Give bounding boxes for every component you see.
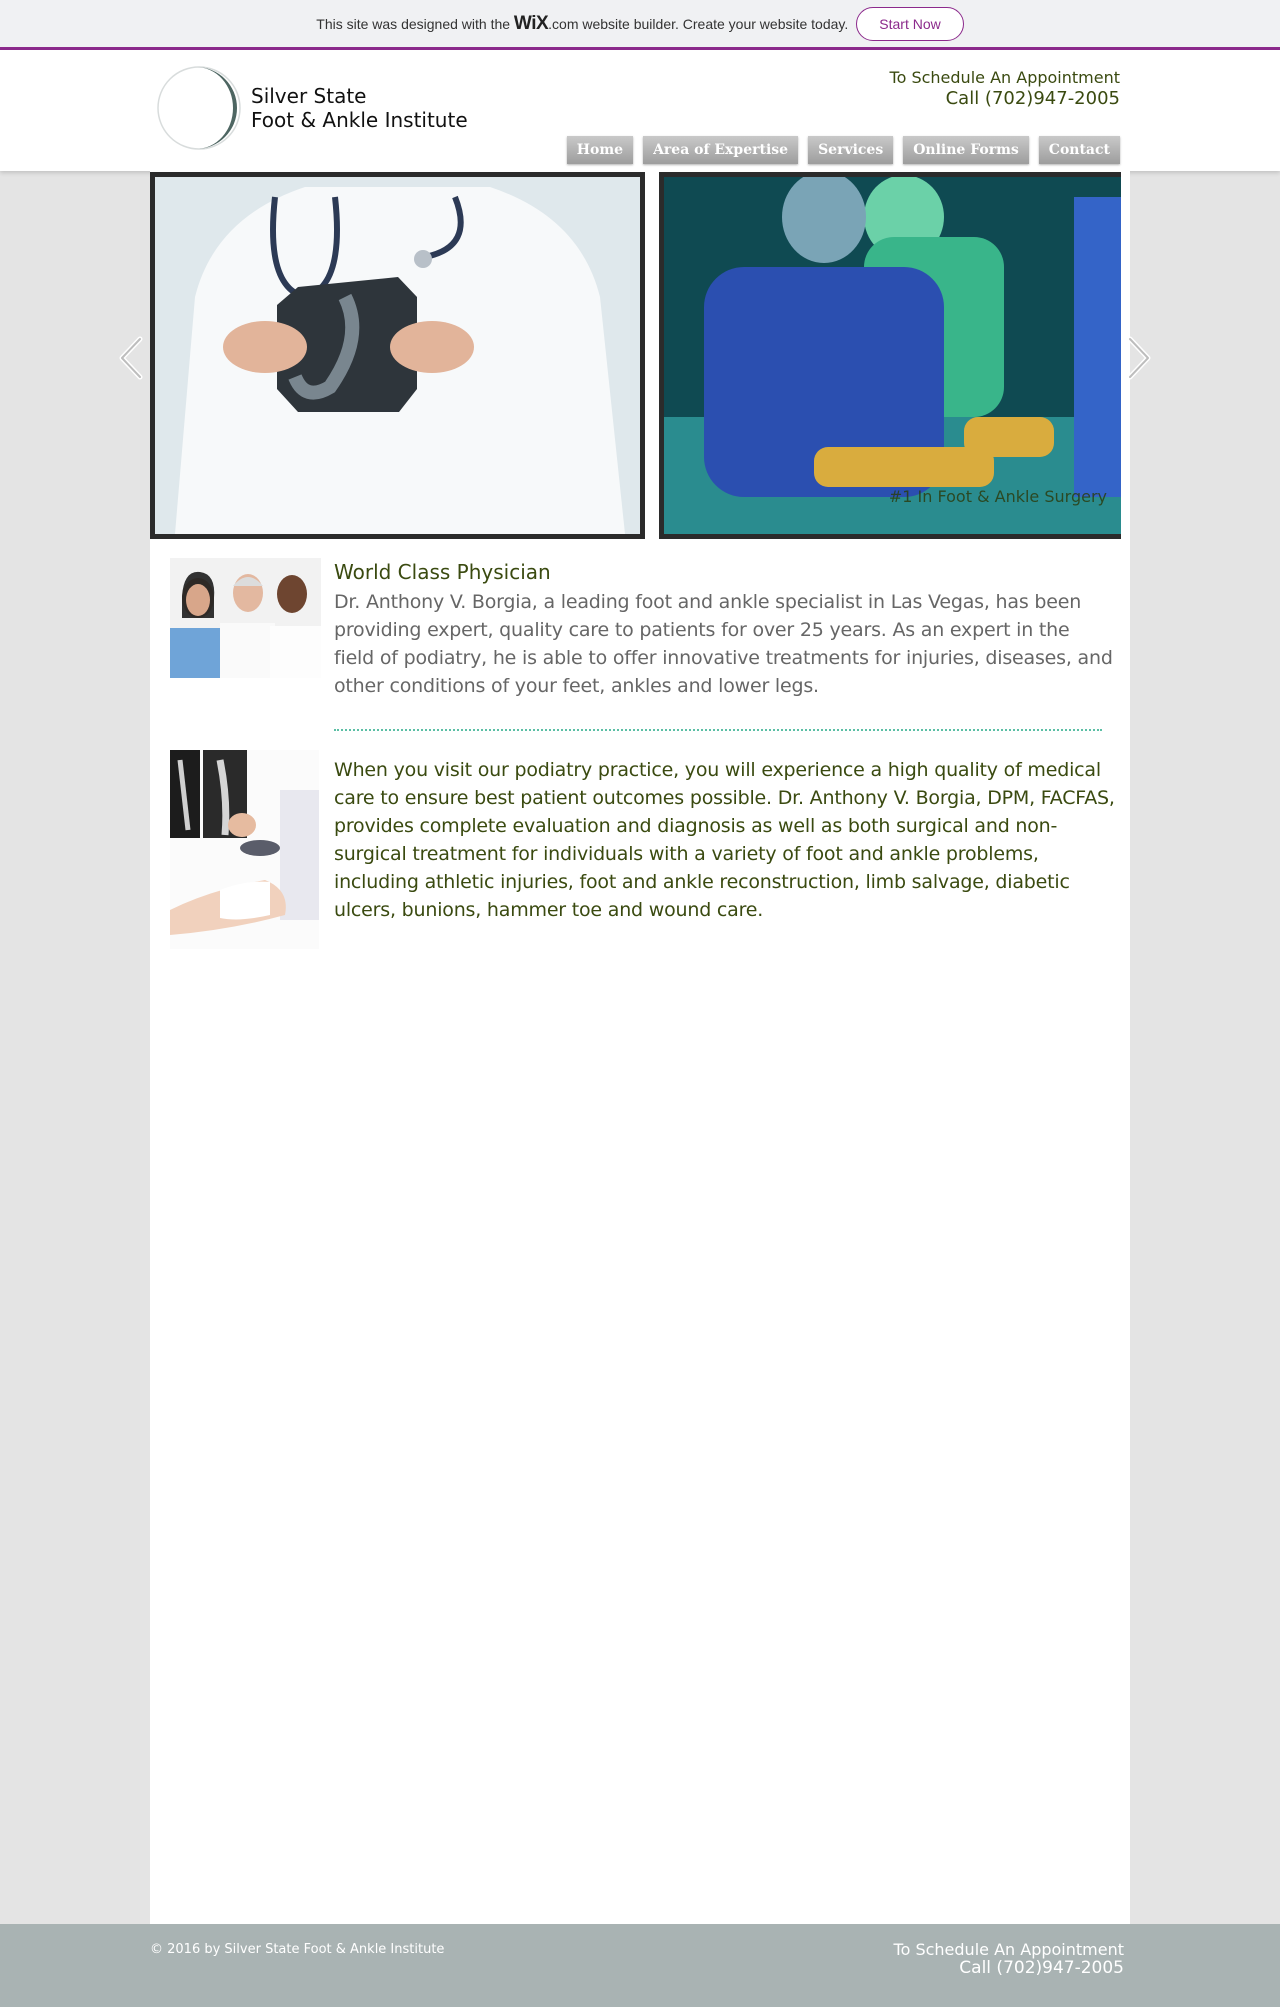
nav-item-contact[interactable]: Contact xyxy=(1039,136,1120,164)
chevron-right-icon[interactable] xyxy=(1124,335,1154,381)
nav-item-home[interactable]: Home xyxy=(567,136,633,164)
banner-text-after: website builder. Create your website today. xyxy=(582,15,849,32)
wix-logo[interactable]: WiX xyxy=(513,12,549,34)
nav-item-area-of-expertise[interactable]: Area of Expertise xyxy=(643,136,798,164)
xray-exam-image xyxy=(170,750,319,949)
start-now-button[interactable]: Start Now xyxy=(856,7,963,41)
slide-surgery[interactable] xyxy=(659,172,1121,539)
physician-heading: World Class Physician xyxy=(334,560,551,584)
practice-description: When you visit our podiatry practice, you will experience a high quality of medical care to ensure best patient outcomes possible. Dr. Anthony V. Borgia, DPM, FACFAS, provides complete evaluation and diagnosis as well as both surgical and non-surgical treatment for individuals with a variety of foot and ankle problems, including athletic injuries, foot and ankle reconstruction, limb salvage, diabetic ulcers, bunions, hammer toe and wound care. xyxy=(334,759,1115,921)
doctor-xray-illustration xyxy=(155,177,640,534)
site-title-line2: Foot & Ankle Institute xyxy=(251,108,468,132)
doctors-team-image xyxy=(170,558,321,678)
main-nav xyxy=(567,136,1120,164)
site-title[interactable] xyxy=(251,84,468,132)
nav-item-online-forms[interactable]: Online Forms xyxy=(903,136,1029,164)
section-divider xyxy=(334,729,1102,731)
banner-text-before: This site was designed with the xyxy=(316,15,511,32)
chevron-left-icon[interactable] xyxy=(116,335,146,381)
wix-dotcom: .com xyxy=(548,15,579,32)
footer-appointment-info xyxy=(894,1940,1124,1978)
copyright-text: © 2016 by Silver State Foot & Ankle Institute xyxy=(150,1942,445,1957)
site-title-line1: Silver State xyxy=(251,84,367,108)
wix-promo-banner xyxy=(0,0,1280,50)
appointment-info xyxy=(890,68,1120,109)
appointment-phone: Call (702)947-2005 xyxy=(945,88,1120,109)
slide-doctor-xray[interactable] xyxy=(150,172,645,539)
logo-ring-icon[interactable] xyxy=(156,65,242,151)
surgery-illustration xyxy=(664,177,1121,534)
nav-item-services[interactable]: Services xyxy=(808,136,893,164)
appointment-label: To Schedule An Appointment xyxy=(889,68,1120,87)
site-header xyxy=(0,50,1280,171)
footer-appointment-label: To Schedule An Appointment xyxy=(893,1940,1124,1959)
site-footer xyxy=(0,1924,1280,2007)
footer-appointment-phone: Call (702)947-2005 xyxy=(959,1958,1124,1978)
physician-description: Dr. Anthony V. Borgia, a leading foot and ankle specialist in Las Vegas, has been providing expert, quality care to patients for over 25 years. As an expert in the field of podiatry, he is able to offer innovative treatments for injuries, diseases, and other conditions of your feet, ankles and lower legs. xyxy=(334,591,1113,697)
slide-caption: #1 In Foot & Ankle Surgery xyxy=(888,487,1107,506)
